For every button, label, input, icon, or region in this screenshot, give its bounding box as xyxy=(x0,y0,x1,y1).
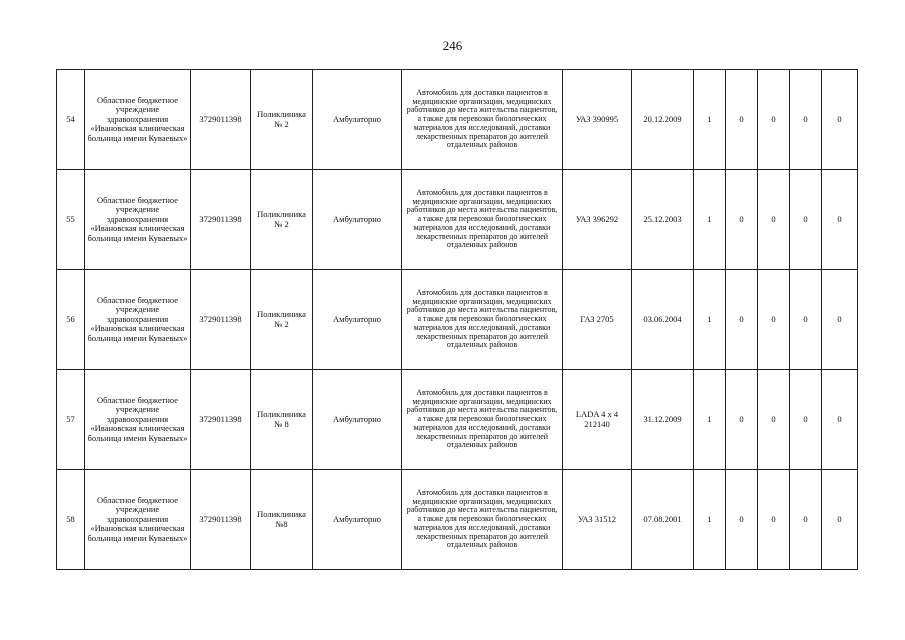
organization-name: Областное бюджетное учреждение здравоохранения «Ивановская клиническая больница имени Куваевых» xyxy=(85,70,191,170)
row-number: 57 xyxy=(57,370,85,470)
care-type: Амбулаторно xyxy=(313,470,402,570)
inn-code: 3729011398 xyxy=(191,270,251,370)
vehicle-model: УАЗ 396292 xyxy=(563,170,632,270)
count-cell: 0 xyxy=(790,470,822,570)
registration-date: 25.12.2003 xyxy=(632,170,694,270)
row-number: 58 xyxy=(57,470,85,570)
vehicle-purpose: Автомобиль для доставки пациентов в медицинские организации, медицинских работников до места жительства пациентов, а также для перевозки биологических материалов для исследований, доставки лекарственных препаратов до жителей отдаленных районов xyxy=(402,270,563,370)
table-body xyxy=(57,70,858,570)
vehicle-model: УАЗ 31512 xyxy=(563,470,632,570)
table-row xyxy=(57,170,858,270)
care-type: Амбулаторно xyxy=(313,370,402,470)
vehicle-purpose: Автомобиль для доставки пациентов в медицинские организации, медицинских работников до места жительства пациентов, а также для перевозки биологических материалов для исследований, доставки лекарственных препаратов до жителей отдаленных районов xyxy=(402,170,563,270)
count-cell: 0 xyxy=(822,370,858,470)
organization-name: Областное бюджетное учреждение здравоохранения «Ивановская клиническая больница имени Куваевых» xyxy=(85,270,191,370)
vehicle-model: ГАЗ 2705 xyxy=(563,270,632,370)
count-cell: 0 xyxy=(790,370,822,470)
count-cell: 1 xyxy=(694,70,726,170)
page-number: 246 xyxy=(442,38,463,53)
count-cell: 0 xyxy=(790,70,822,170)
count-cell: 0 xyxy=(790,270,822,370)
organization-name: Областное бюджетное учреждение здравоохранения «Ивановская клиническая больница имени Куваевых» xyxy=(85,170,191,270)
care-type: Амбулаторно xyxy=(313,70,402,170)
row-number: 54 xyxy=(57,70,85,170)
count-cell: 0 xyxy=(726,370,758,470)
subdivision: Поликлиника № 2 xyxy=(251,70,313,170)
count-cell: 0 xyxy=(822,470,858,570)
table-row xyxy=(57,270,858,370)
count-cell: 1 xyxy=(694,170,726,270)
registration-date: 07.08.2001 xyxy=(632,470,694,570)
count-cell: 0 xyxy=(822,70,858,170)
registration-date: 03.06.2004 xyxy=(632,270,694,370)
vehicle-model: LADA 4 x 4 212140 xyxy=(563,370,632,470)
care-type: Амбулаторно xyxy=(313,170,402,270)
count-cell: 1 xyxy=(694,370,726,470)
table-row xyxy=(57,470,858,570)
subdivision: Поликлиника №8 xyxy=(251,470,313,570)
count-cell: 0 xyxy=(758,270,790,370)
count-cell: 0 xyxy=(726,470,758,570)
inn-code: 3729011398 xyxy=(191,470,251,570)
vehicle-purpose: Автомобиль для доставки пациентов в медицинские организации, медицинских работников до места жительства пациентов, а также для перевозки биологических материалов для исследований, доставки лекарственных препаратов до жителей отдаленных районов xyxy=(402,370,563,470)
table-row xyxy=(57,70,858,170)
count-cell: 0 xyxy=(758,370,790,470)
registration-date: 31.12.2009 xyxy=(632,370,694,470)
count-cell: 1 xyxy=(694,470,726,570)
count-cell: 0 xyxy=(726,70,758,170)
row-number: 55 xyxy=(57,170,85,270)
subdivision: Поликлиника № 8 xyxy=(251,370,313,470)
count-cell: 0 xyxy=(790,170,822,270)
organization-name: Областное бюджетное учреждение здравоохранения «Ивановская клиническая больница имени Куваевых» xyxy=(85,470,191,570)
count-cell: 0 xyxy=(726,270,758,370)
subdivision: Поликлиника № 2 xyxy=(251,170,313,270)
row-number: 56 xyxy=(57,270,85,370)
inn-code: 3729011398 xyxy=(191,170,251,270)
organization-name: Областное бюджетное учреждение здравоохранения «Ивановская клиническая больница имени Куваевых» xyxy=(85,370,191,470)
count-cell: 0 xyxy=(758,470,790,570)
count-cell: 1 xyxy=(694,270,726,370)
vehicle-purpose: Автомобиль для доставки пациентов в медицинские организации, медицинских работников до места жительства пациентов, а также для перевозки биологических материалов для исследований, доставки лекарственных препаратов до жителей отдаленных районов xyxy=(402,470,563,570)
count-cell: 0 xyxy=(726,170,758,270)
vehicle-purpose: Автомобиль для доставки пациентов в медицинские организации, медицинских работников до места жительства пациентов, а также для перевозки биологических материалов для исследований, доставки лекарственных препаратов до жителей отдаленных районов xyxy=(402,70,563,170)
count-cell: 0 xyxy=(822,270,858,370)
count-cell: 0 xyxy=(758,70,790,170)
care-type: Амбулаторно xyxy=(313,270,402,370)
inn-code: 3729011398 xyxy=(191,370,251,470)
subdivision: Поликлиника № 2 xyxy=(251,270,313,370)
registration-date: 20.12.2009 xyxy=(632,70,694,170)
vehicle-model: УАЗ 390995 xyxy=(563,70,632,170)
table-row xyxy=(57,370,858,470)
inn-code: 3729011398 xyxy=(191,70,251,170)
vehicle-registry-table xyxy=(56,69,858,570)
count-cell: 0 xyxy=(758,170,790,270)
count-cell: 0 xyxy=(822,170,858,270)
